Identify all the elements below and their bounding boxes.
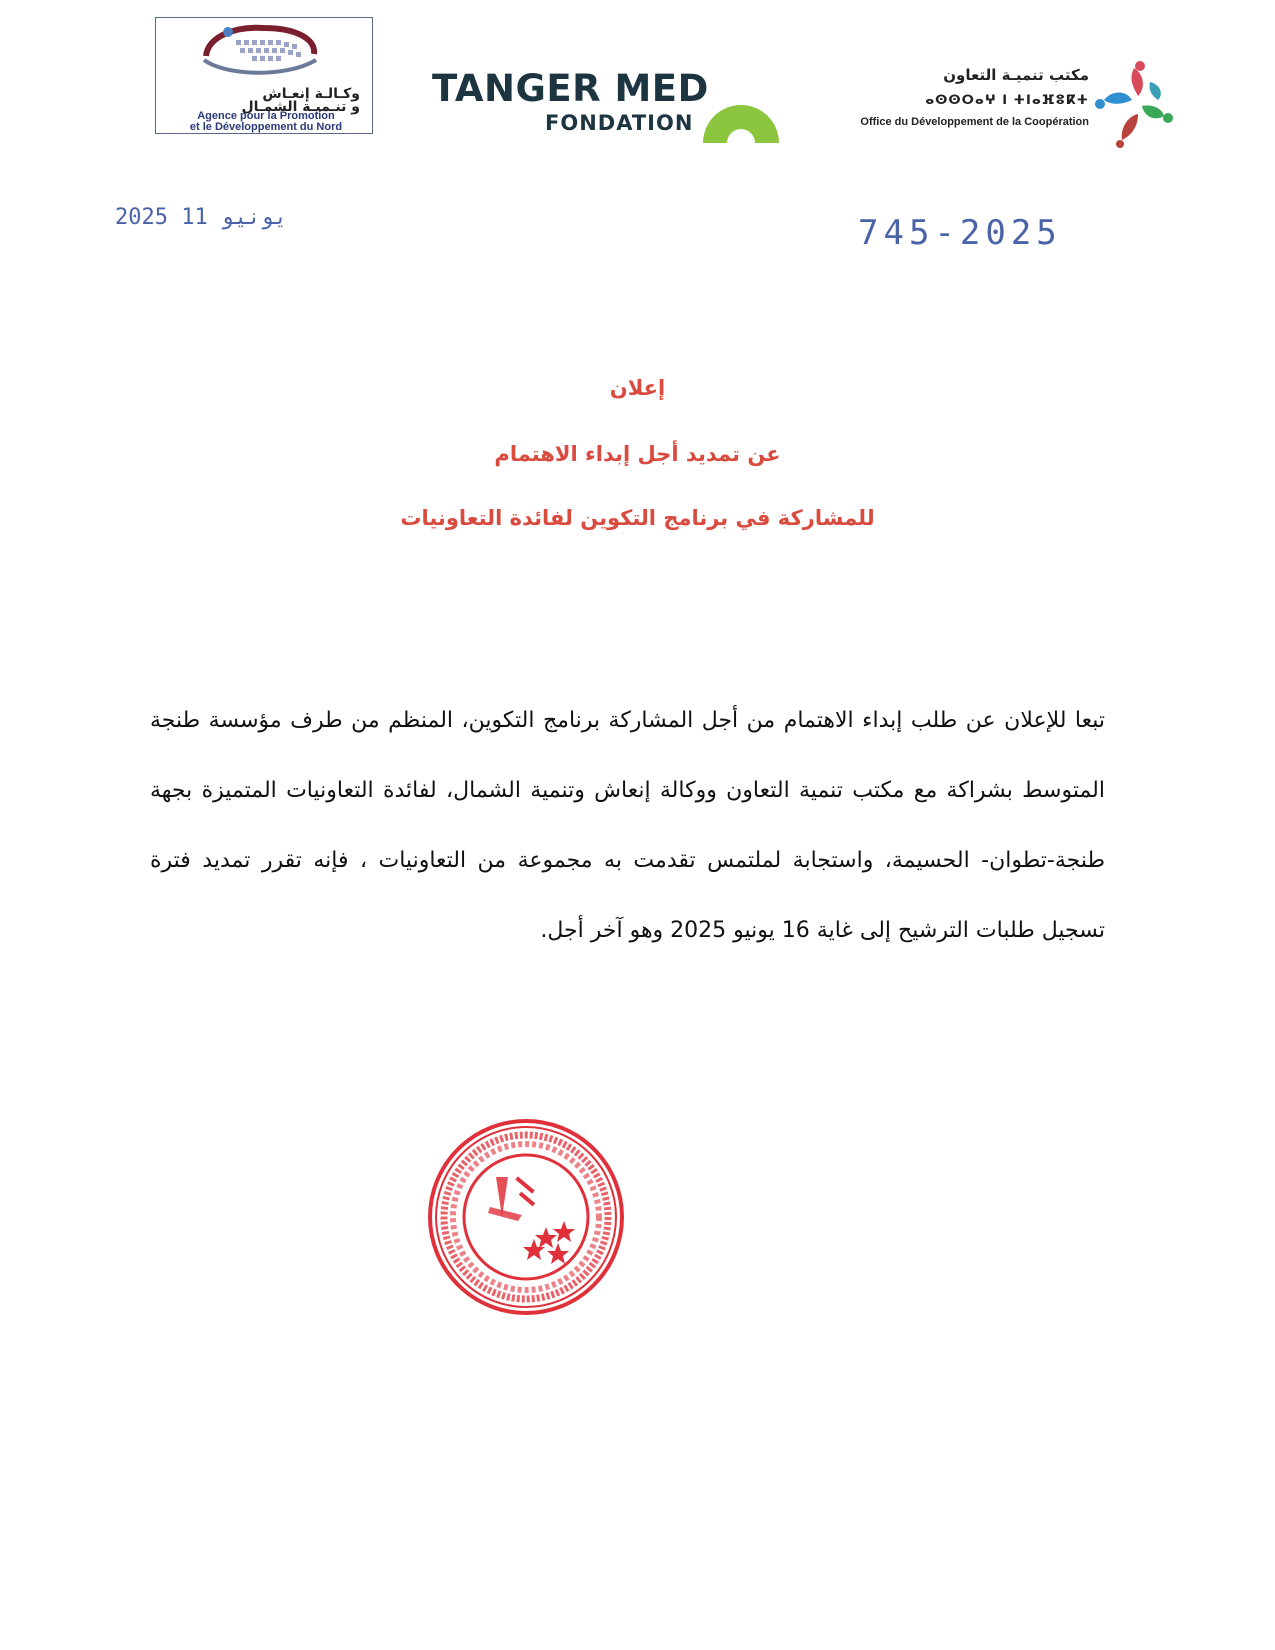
tmf-sub: FONDATION: [545, 111, 694, 135]
official-seal-icon: [426, 1117, 626, 1317]
odco-tifinagh-name: ⴰⵙⵙⵔⴰⵖ ⵏ ⵜⵏⴰⴼⵓⴽⵜ: [925, 93, 1089, 108]
announcement-title: إعلان: [609, 376, 666, 400]
apdn-map-icon: [156, 18, 372, 88]
announcement-subtitle: عن تمديد أجل إبداء الاهتمام: [494, 442, 781, 466]
reference-number-stamp: 745-2025: [858, 213, 1062, 253]
odco-logo: [862, 60, 1174, 150]
odco-emblem-icon: [1094, 60, 1174, 148]
announcement-subtitle-2: للمشاركة في برنامج التكوين لفائدة التعاونيات: [400, 506, 875, 530]
tanger-med-fondation-logo: [432, 65, 784, 147]
apdn-arabic-name: وكـالـة إنعـاش و تنـميـة الشمـال: [241, 86, 360, 115]
announcement-body: تبعا للإعلان عن طلب إبداء الاهتمام من أجل المشاركة برنامج التكوين، المنظم من طرف مؤسسة طنجة المتوسط بشراكة مع مكتب تنمية التعاون ووكالة إنعاش وتنمية الشمال، لفائدة التعاونيات المتميزة بجهة طنجة-تطوان- الحسيمة، واستجابة لملتمس تقدمت به مجموعة من التعاونيات ، فإنه تقرر تمديد فترة تسجيل طلبات الترشيح إلى غاية 16 يونيو 2025 وهو آخر أجل.: [150, 708, 1105, 943]
apdn-logo: [155, 17, 373, 134]
odco-arabic-name: مكتب تنميـة التعاون: [943, 66, 1089, 84]
apdn-french-name: Agence pour la Promotion et le Développement du Nord: [189, 110, 343, 133]
odco-french-name: Office du Développement de la Coopération: [860, 116, 1089, 128]
date-stamp: 2025 يونيو 11: [115, 205, 288, 230]
tmf-name: TANGER MED: [432, 67, 709, 110]
tmf-arch-icon: [697, 65, 785, 147]
